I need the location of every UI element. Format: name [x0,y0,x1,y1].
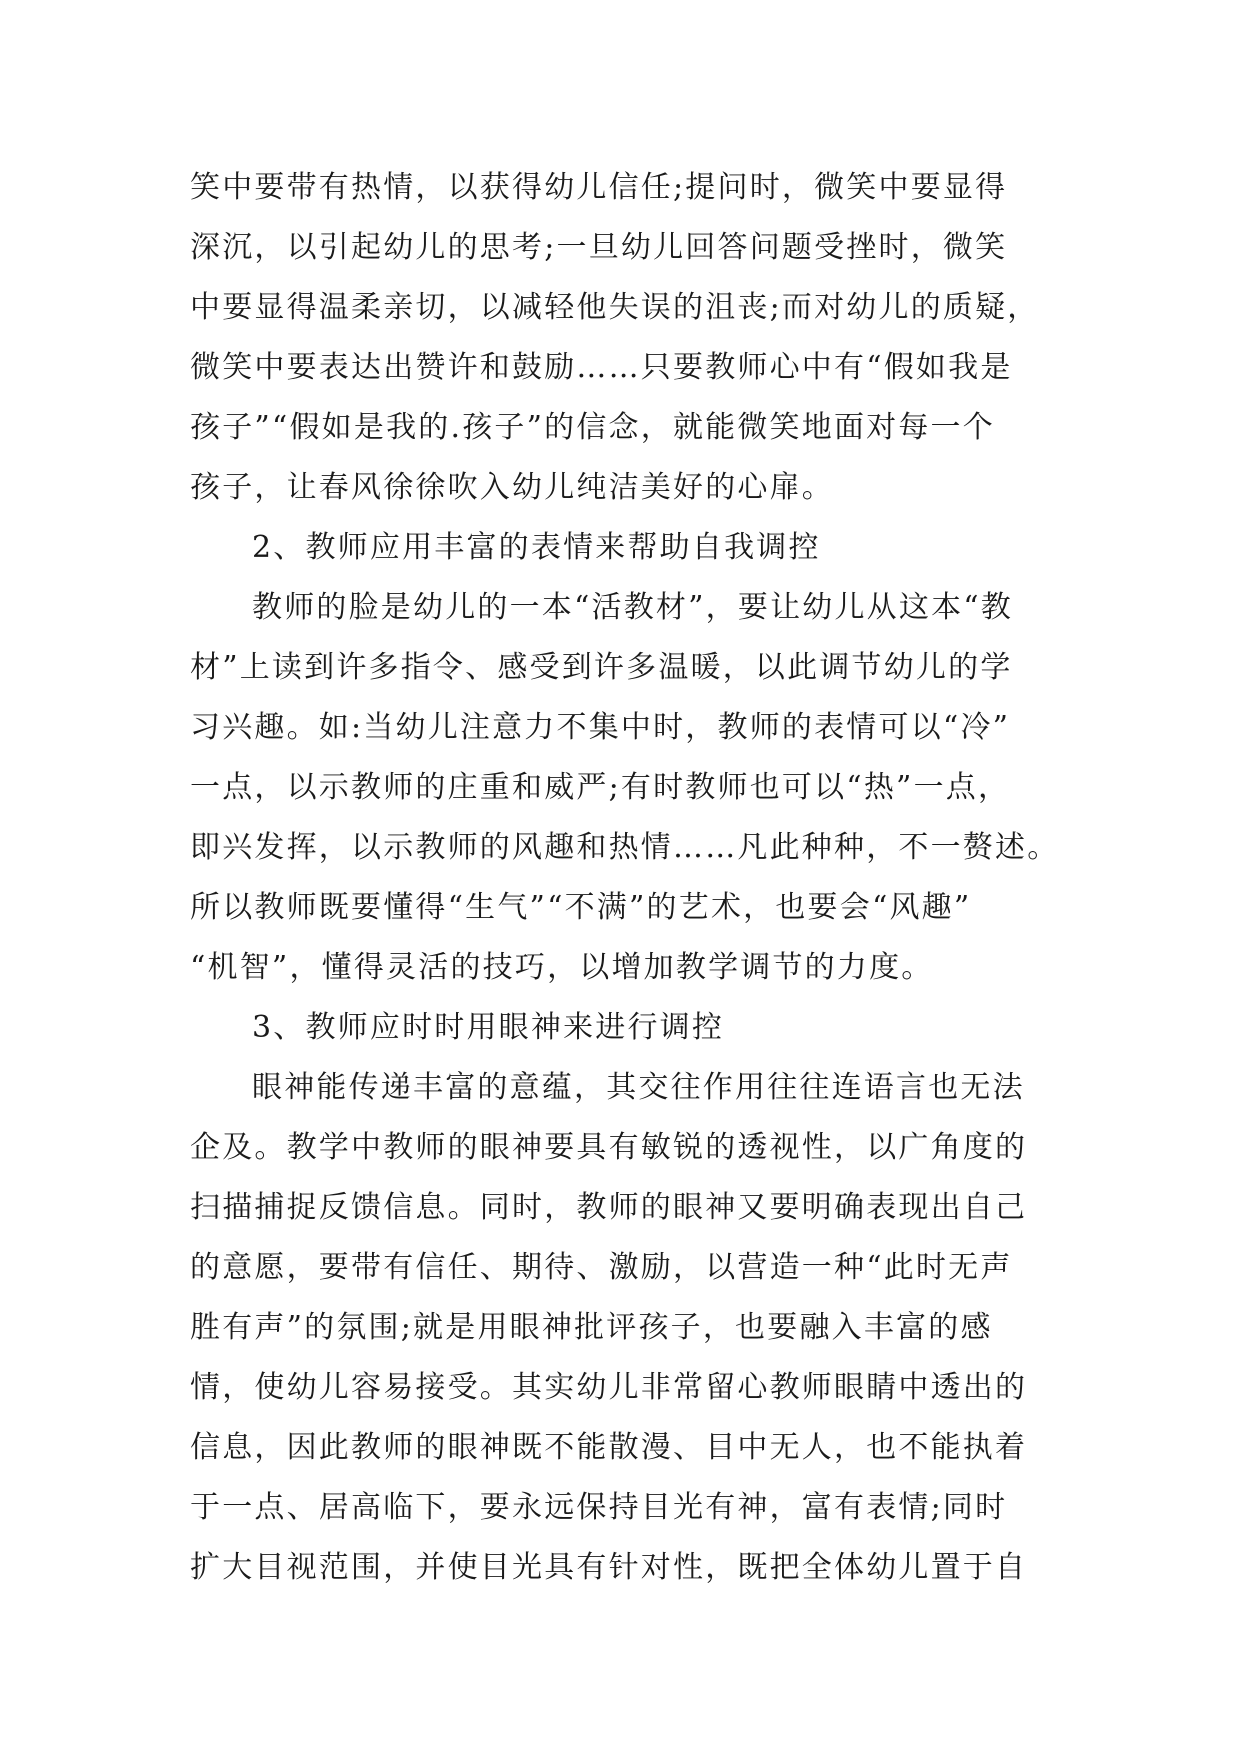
paragraph-line: “机智”，懂得灵活的技巧，以增加教学调节的力度。 [190,950,934,985]
paragraph-line: 中要显得温柔亲切，以减轻他失误的沮丧;而对幼儿的质疑， [190,290,1040,325]
paragraph-line: 情，使幼儿容易接受。其实幼儿非常留心教师眼睛中透出的 [190,1370,1028,1405]
paragraph-line: 所以教师既要懂得“生气”“不满”的艺术，也要会“风趣” [190,890,972,925]
paragraph-line: 即兴发挥，以示教师的风趣和热情……凡此种种，不一赘述。 [190,830,1060,865]
paragraph-line: 于一点、居高临下，要永远保持目光有神，富有表情;同时 [190,1490,1008,1525]
paragraph-line: 孩子”“假如是我的.孩子”的信念，就能微笑地面对每一个 [190,410,995,445]
paragraph-line: 笑中要带有热情，以获得幼儿信任;提问时，微笑中要显得 [190,170,1008,205]
paragraph-line: 信息，因此教师的眼神既不能散漫、目中无人，也不能执着 [190,1430,1028,1465]
paragraph-line: 教师的脸是幼儿的一本“活教材”，要让幼儿从这本“教 [252,590,1014,625]
paragraph-line: 微笑中要表达出赞许和鼓励……只要教师心中有“假如我是 [190,350,1013,385]
paragraph-line: 材”上读到许多指令、感受到许多温暖，以此调节幼儿的学 [190,650,1013,685]
paragraph-line: 扩大目视范围，并使目光具有针对性，既把全体幼儿置于自 [190,1550,1028,1585]
paragraph-line: 扫描捕捉反馈信息。同时，教师的眼神又要明确表现出自己 [190,1190,1028,1225]
paragraph-line: 眼神能传递丰富的意蕴，其交往作用往往连语言也无法 [252,1070,1025,1105]
paragraph-line: 习兴趣。如:当幼儿注意力不集中时，教师的表情可以“冷” [190,710,1011,745]
section-heading-2: 2、教师应用丰富的表情来帮助自我调控 [252,530,821,565]
paragraph-line: 孩子，让春风徐徐吹入幼儿纯洁美好的心扉。 [190,470,834,505]
body-text [190,158,1090,1598]
paragraph-line: 一点，以示教师的庄重和威严;有时教师也可以“热”一点， [190,770,1011,805]
paragraph-line: 胜有声”的氛围;就是用眼神批评孩子，也要融入丰富的感 [190,1310,993,1345]
paragraph-line: 企及。教学中教师的眼神要具有敏锐的透视性，以广角度的 [190,1130,1028,1165]
paragraph-line: 深沉，以引起幼儿的思考;一旦幼儿回答问题受挫时，微笑 [190,230,1008,265]
section-heading-3: 3、教师应时时用眼神来进行调控 [252,1010,725,1045]
paragraph-line: 的意愿，要带有信任、期待、激励，以营造一种“此时无声 [190,1250,1013,1285]
